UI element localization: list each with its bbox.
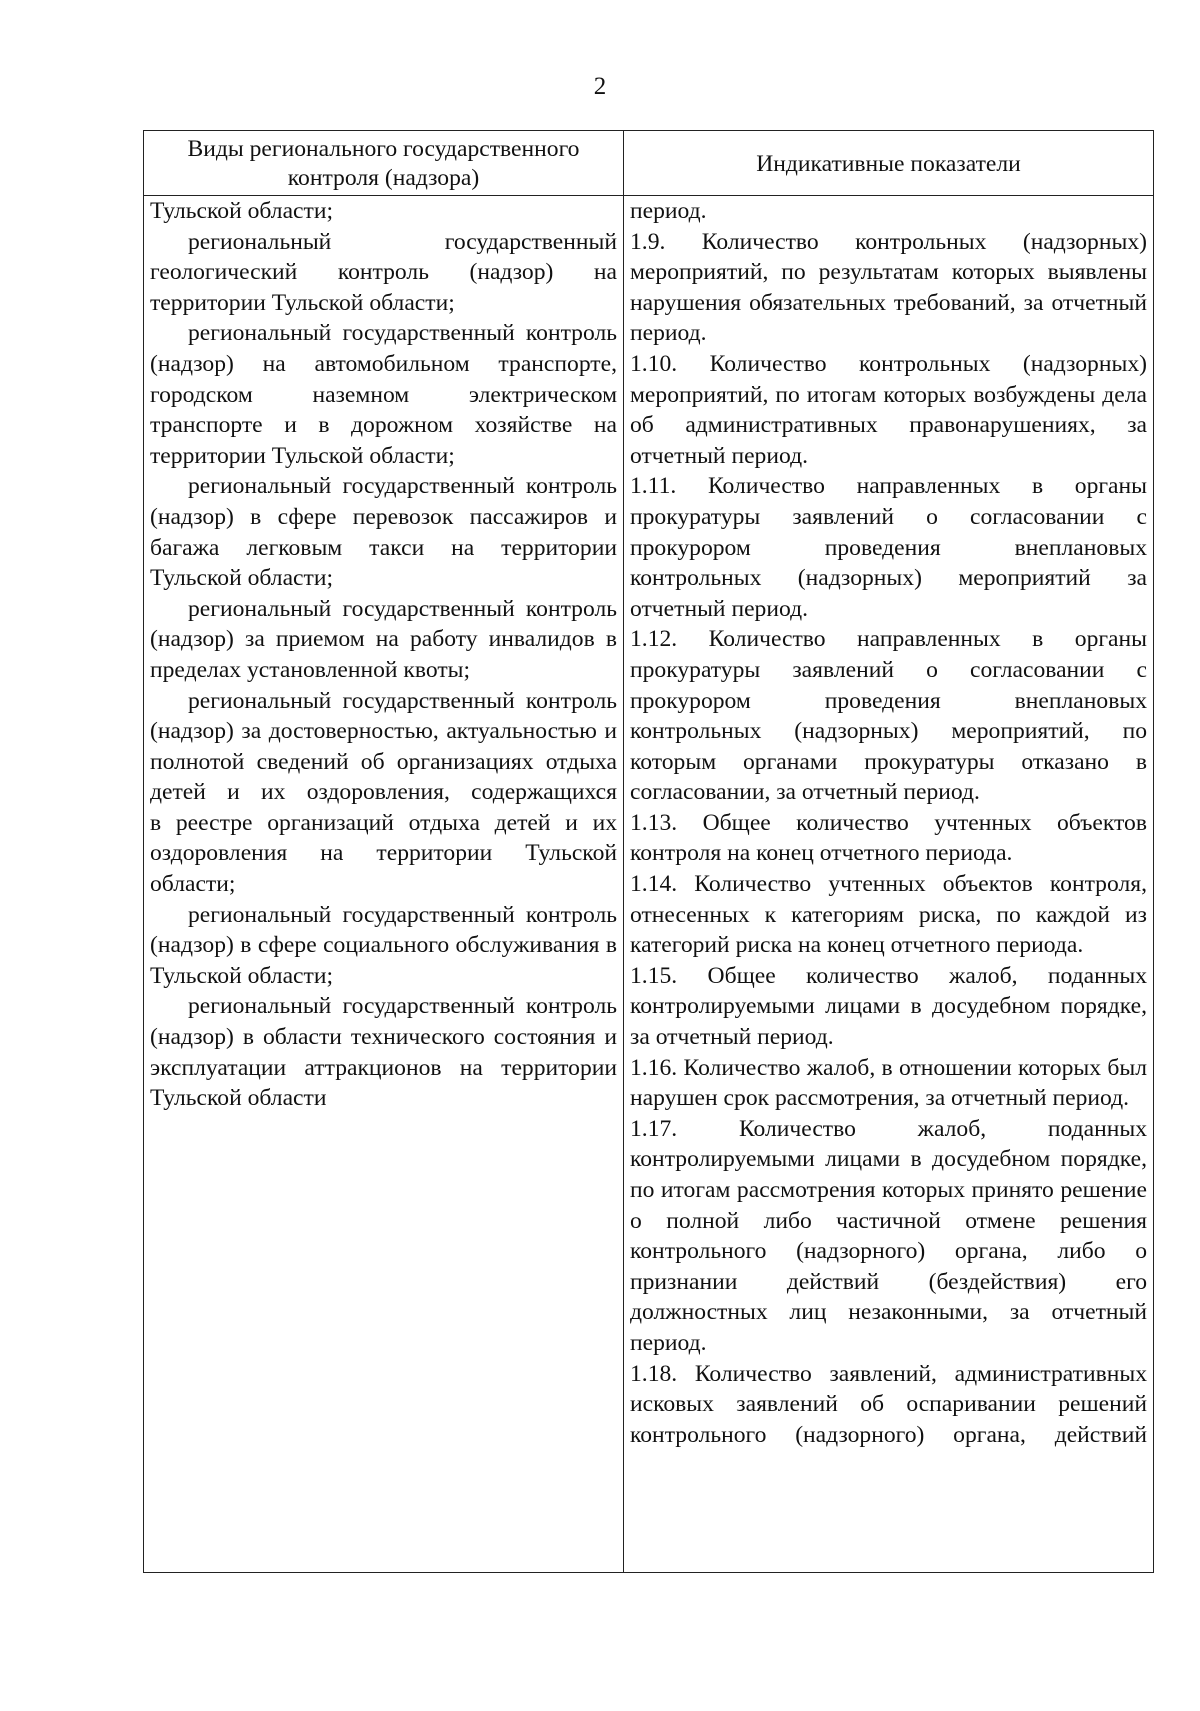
header-control-types: Виды регионального государственного контроля (надзора) [144, 131, 624, 196]
header-indicators: Индикативные показатели [624, 131, 1154, 196]
control-type-paragraph: региональный государственный геологический контроль (надзор) на территории Тульской области; [150, 228, 617, 316]
table-row [144, 196, 1154, 1573]
indicator-paragraph: 1.9. Количество контрольных (надзорных) мероприятий, по результатам которых выявлены нарушения обязательных требований, за отчетный период. [630, 228, 1147, 347]
control-types-cell [144, 196, 624, 1573]
indicator-paragraph: 1.14. Количество учтенных объектов контроля, отнесенных к категориям риска, по каждой из категорий риска на конец отчетного периода. [630, 871, 1147, 959]
indicators-cell [624, 196, 1154, 1573]
indicator-paragraph: 1.11. Количество направленных в органы прокуратуры заявлений о согласовании с прокурором проведения внеплановых контрольных (надзорных) мероприятий за отчетный период. [630, 473, 1147, 622]
control-type-paragraph: региональный государственный контроль (надзор) за приемом на работу инвалидов в пределах установленной квоты; [150, 595, 617, 683]
indicator-paragraph: 1.10. Количество контрольных (надзорных) мероприятий, по итогам которых возбуждены дела об административных правонарушениях, за отчетный период. [630, 350, 1147, 469]
control-type-paragraph: региональный государственный контроль (надзор) в сфере перевозок пассажиров и багажа легковым такси на территории Тульской области; [150, 473, 617, 592]
indicator-paragraph: 1.12. Количество направленных в органы прокуратуры заявлений о согласовании с прокурором проведения внеплановых контрольных (надзорных) мероприятий, по которым органами прокуратуры отказано в согласовании, за отчетный период. [630, 626, 1147, 806]
control-type-paragraph: в реестре организаций отдыха детей и их оздоровления на территории Тульской области; [150, 809, 617, 898]
page-number: 2 [593, 73, 607, 100]
control-type-paragraph: Тульской области; [150, 198, 334, 224]
indicator-paragraph: 1.13. Общее количество учтенных объектов контроля на конец отчетного периода. [630, 809, 1147, 867]
control-type-paragraph: региональный государственный контроль (надзор) за достоверностью, актуальностью и полнотой сведений об организациях отдыха детей и их оздоровления, содержащихся [150, 687, 617, 806]
indicator-paragraph: период. [630, 198, 707, 224]
control-type-paragraph: региональный государственный контроль (надзор) в сфере социального обслуживания в Тульской области; [150, 901, 617, 989]
indicator-paragraph: 1.16. Количество жалоб, в отношении которых был нарушен срок рассмотрения, за отчетный период. [630, 1054, 1147, 1112]
indicator-paragraph: 1.18. Количество заявлений, административных исковых заявлений об оспаривании решений контрольного (надзорного) органа, действий [630, 1360, 1147, 1448]
indicator-paragraph: 1.17. Количество жалоб, поданных контролируемыми лицами в досудебном порядке, по итогам рассмотрения которых принято решение о полной либо частичной отмене решения контрольного (надзорного) органа, либо о признании действий (бездействия) его должностных лиц незаконными, за отчетный период. [630, 1115, 1147, 1356]
indicators-table [143, 130, 1154, 1573]
indicator-paragraph: 1.15. Общее количество жалоб, поданных контролируемыми лицами в досудебном порядке, за отчетный период. [630, 962, 1147, 1051]
control-type-paragraph: региональный государственный контроль (надзор) в области технического состояния и эксплуатации аттракционов на территории Тульской области [150, 993, 617, 1112]
control-type-paragraph: региональный государственный контроль (надзор) на автомобильном транспорте, городском наземном электрическом транспорте и в дорожном хозяйстве на территории Тульской области; [150, 320, 617, 469]
table-header-row [144, 131, 1154, 196]
